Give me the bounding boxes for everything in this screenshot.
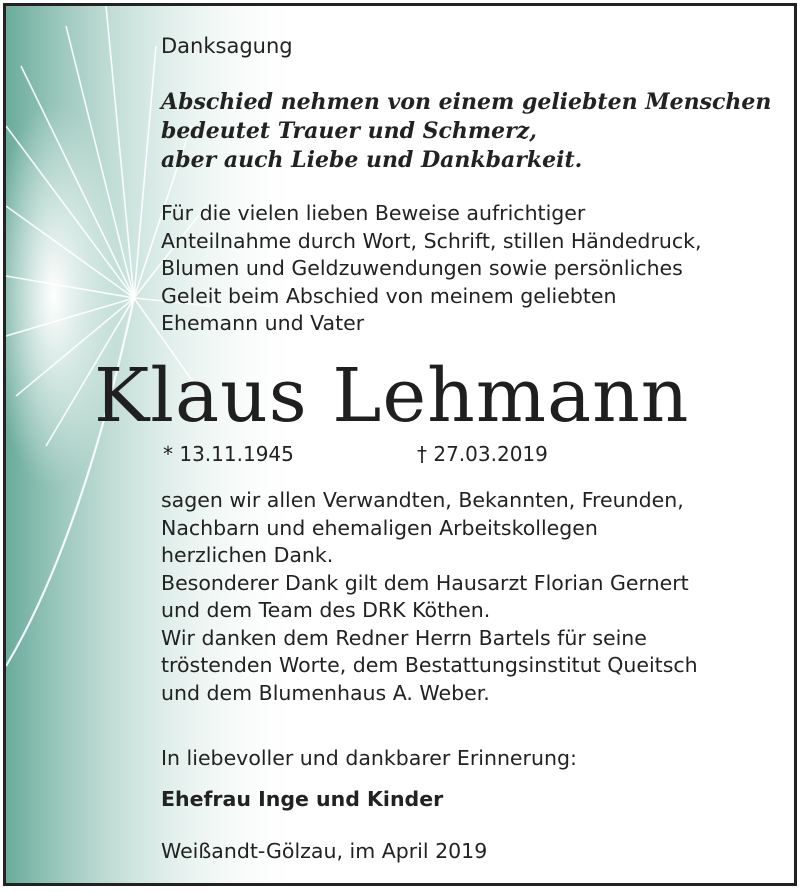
thanks-line: und dem Blumenhaus A. Weber. [161, 680, 490, 705]
notice-heading: Danksagung [161, 34, 293, 58]
intro-line: Ehemann und Vater [161, 311, 365, 335]
intro-line: Für die vielen lieben Beweise aufrichtiger [161, 201, 586, 225]
intro-line: Geleit beim Abschied von meinem geliebten [161, 283, 617, 308]
intro-line: Blumen und Geldzuwendungen sowie persönliches [161, 256, 683, 280]
thanks-line: Wir danken dem Redner Herrn Bartels für seine [161, 625, 647, 650]
intro-paragraph [161, 200, 702, 338]
closing-line: In liebevoller und dankbarer Erinnerung: [161, 746, 577, 770]
thanks-line: Nachbarn und ehemaligen Arbeitskollegen [161, 515, 598, 540]
deceased-name: Klaus Lehmann [94, 353, 690, 439]
thanks-line: sagen wir allen Verwandten, Bekannten, Freunden, [161, 488, 684, 512]
quote-line: bedeutet Trauer und Schmerz, [161, 118, 537, 144]
quote-line: Abschied nehmen von einem geliebten Menschen [161, 89, 772, 115]
intro-line: Anteilnahme durch Wort, Schrift, stillen Händedruck, [161, 228, 702, 253]
death-date: † 27.03.2019 [417, 442, 548, 466]
thanks-line: tröstenden Worte, dem Bestattungsinstitut Queitsch [161, 653, 698, 677]
birth-date: * 13.11.1945 [163, 442, 294, 466]
thanks-line: Besonderer Dank gilt dem Hausarzt Florian Gernert [161, 570, 689, 595]
obituary-notice [3, 3, 797, 886]
quote-line: aber auch Liebe und Dankbarkeit. [161, 147, 583, 173]
thanks-paragraph [161, 487, 698, 707]
notice-text [6, 6, 794, 883]
thanks-line: herzlichen Dank. [161, 543, 334, 567]
thanks-line: und dem Team des DRK Köthen. [161, 598, 491, 622]
quote [161, 88, 771, 175]
place-date: Weißandt-Gölzau, im April 2019 [161, 839, 488, 863]
signature: Ehefrau Inge und Kinder [161, 787, 444, 811]
